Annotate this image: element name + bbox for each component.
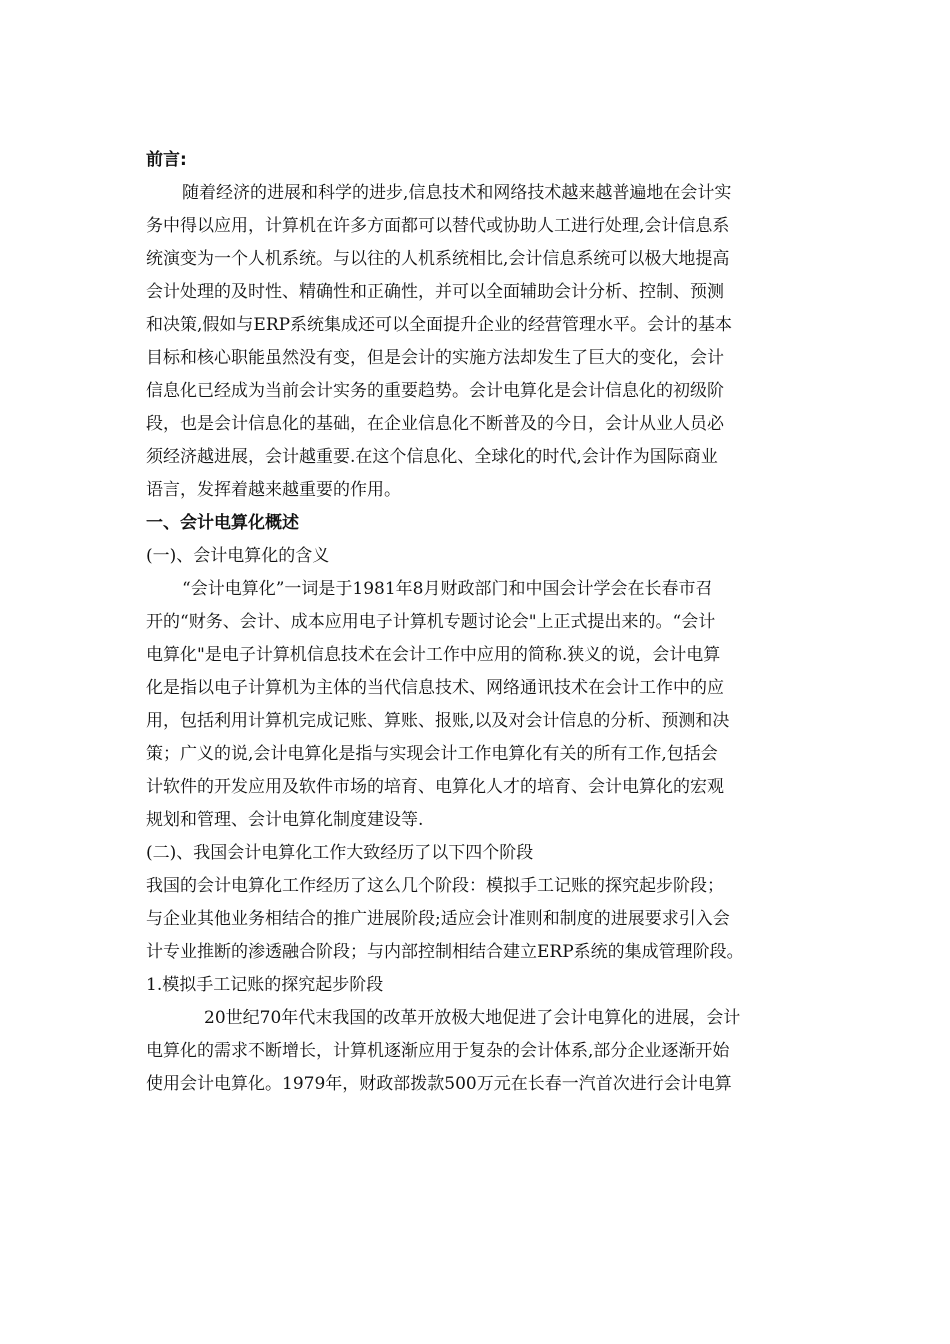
preface-title: 前言: [146, 150, 187, 170]
text-line: “会计电算化”一词是于1981年8月财政部门和中国会计学会在长春市召 [182, 579, 713, 599]
text-line: 须经济越进展，会计越重要.在这个信息化、全球化的时代,会计作为国际商业 [146, 447, 718, 467]
stage1-paragraph [146, 1002, 810, 1101]
text-line: 随着经济的进展和科学的进步,信息技术和网络技术越来越普遍地在会计实 [182, 183, 732, 203]
text-line: 务中得以应用，计算机在许多方面都可以替代或协助人工进行处理,会计信息系 [146, 216, 730, 236]
text-line: 开的“财务、会计、成本应用电子计算机专题讨论会"上正式提出来的。“会计 [146, 612, 716, 632]
text-line: 计软件的开发应用及软件市场的培育、电算化人才的培育、会计电算化的宏观 [146, 777, 724, 797]
text-line: 会计处理的及时性、精确性和正确性，并可以全面辅助会计分析、控制、预测 [146, 282, 724, 302]
stage-heading: 1.模拟手工记账的探究起步阶段 [146, 975, 384, 995]
text-line: 电算化的需求不断增长，计算机逐渐应用于复杂的会计体系,部分企业逐渐开始 [146, 1041, 730, 1061]
text-line: 用，包括利用计算机完成记账、算账、报账,以及对会计信息的分析、预测和决 [146, 711, 730, 731]
text-line: 化是指以电子计算机为主体的当代信息技术、网络通讯技术在会计工作中的应 [146, 678, 724, 698]
preface-paragraph [146, 177, 810, 507]
text-line: 信息化已经成为当前会计实务的重要趋势。会计电算化是会计信息化的初级阶 [146, 381, 724, 401]
document-page [146, 144, 810, 1101]
text-line: 使用会计电算化。1979年，财政部拨款500万元在长春一汽首次进行会计电算 [146, 1074, 732, 1094]
text-line: 计专业推断的渗透融合阶段；与内部控制相结合建立ERP系统的集成管理阶段。 [146, 942, 744, 962]
text-line: 和决策,假如与ERP系统集成还可以全面提升企业的经营管理水平。会计的基本 [146, 315, 733, 335]
text-line: 20世纪70年代末我国的改革开放极大地促进了会计电算化的进展，会计 [204, 1008, 741, 1028]
section-heading: 一、会计电算化概述 [146, 513, 299, 533]
stages-paragraph [146, 870, 810, 969]
text-line: 统演变为一个人机系统。与以往的人机系统相比,会计信息系统可以极大地提高 [146, 249, 730, 269]
text-line: 电算化"是电子计算机信息技术在会计工作中应用的简称.狭义的说，会计电算 [146, 645, 721, 665]
text-line: 规划和管理、会计电算化制度建设等. [146, 810, 424, 830]
text-line: 目标和核心职能虽然没有变，但是会计的实施方法却发生了巨大的变化，会计 [146, 348, 724, 368]
definition-paragraph [146, 573, 810, 837]
text-line: 语言，发挥着越来越重要的作用。 [146, 480, 401, 500]
subsection-heading: (一)、会计电算化的含义 [146, 546, 330, 566]
text-line: 我国的会计电算化工作经历了这么几个阶段：模拟手工记账的探究起步阶段； [146, 876, 724, 896]
text-line: 段，也是会计信息化的基础，在企业信息化不断普及的今日，会计从业人员必 [146, 414, 724, 434]
text-line: 策；广义的说,会计电算化是指与实现会计工作电算化有关的所有工作,包括会 [146, 744, 718, 764]
subsection-heading: (二)、我国会计电算化工作大致经历了以下四个阶段 [146, 843, 534, 863]
text-line: 与企业其他业务相结合的推广进展阶段;适应会计准则和制度的进展要求引入会 [146, 909, 730, 929]
